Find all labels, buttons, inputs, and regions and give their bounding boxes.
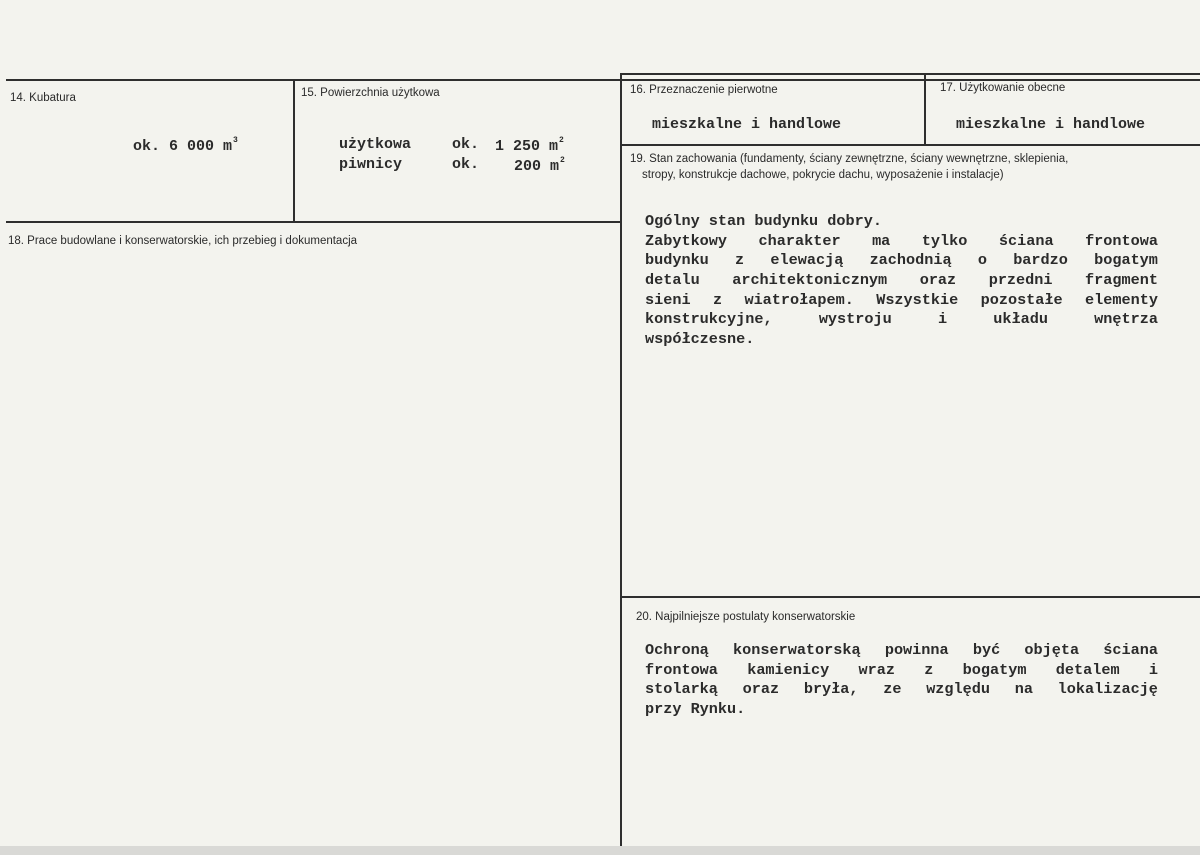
top-rule-right — [620, 73, 1200, 75]
field-19-line: Ogólny stan budynku dobry. — [645, 212, 882, 230]
rule-below-16-17 — [620, 144, 1200, 146]
field-15-row-2-amount: 200 $m^2$ — [514, 156, 565, 175]
field-19-line: budynku z elewacją zachodnią o bardzo bogatym — [645, 251, 1158, 270]
field-15-row-1-amount: 1 250 $m^2$ — [495, 136, 564, 155]
field-18-label: 18. Prace budowlane i konserwatorskie, ich przebieg i dokumentacja — [8, 235, 358, 247]
field-20-line: frontowa kamienicy wraz z bogatym detalem i — [645, 660, 1158, 679]
field-17-label: 17. Użytkowanie obecne — [940, 82, 1066, 94]
rule-above-20 — [620, 596, 1200, 598]
rule-below-14-15 — [6, 221, 620, 223]
field-20-line: przy Rynku. — [645, 700, 746, 719]
field-20-text — [645, 641, 1158, 720]
field-15-row-1-prefix: ok. — [452, 136, 480, 153]
field-19-text — [645, 212, 1158, 350]
scan-bottom-edge — [0, 846, 1200, 855]
field-16-value: mieszkalne i handlowe — [652, 116, 842, 133]
field-19-line: współczesne. — [645, 330, 755, 349]
field-20-line: Ochroną konserwatorską powinna być objęta ściana — [645, 641, 1158, 659]
field-15-row-2-name: piwnicy — [339, 156, 403, 173]
divider-16-17 — [924, 73, 926, 146]
field-19-label-line-2: stropy, konstrukcje dachowe, pokrycie dachu, wyposażenie i instalacje) — [642, 169, 1004, 181]
divider-14-15 — [293, 79, 295, 222]
field-19-line: konstrukcyjne, wystroju i układu wnętrza — [645, 310, 1158, 329]
field-17-value: mieszkalne i handlowe — [956, 116, 1146, 133]
field-14-label: 14. Kubatura — [10, 92, 76, 104]
field-15-row-2-prefix: ok. — [452, 156, 480, 173]
divider-left-right — [620, 75, 622, 846]
field-16-label: 16. Przeznaczenie pierwotne — [630, 84, 778, 96]
field-19-line: sieni z wiatrołapem. Wszystkie pozostałe elementy — [645, 290, 1158, 309]
field-19-line: Zabytkowy charakter ma tylko ściana frontowa — [645, 231, 1158, 250]
field-15-row-1-name: użytkowa — [339, 136, 412, 153]
field-19-line: detalu architektonicznym oraz przedni fragment — [645, 271, 1158, 290]
field-20-line: stolarką oraz bryła, ze względu na lokalizację — [645, 680, 1158, 699]
top-rule — [6, 79, 1200, 81]
field-14-value: ok. 6 000 $m^3$ — [133, 136, 238, 155]
field-19-label-line-1: 19. Stan zachowania (fundamenty, ściany zewnętrzne, ściany wewnętrzne, sklepienia, — [630, 153, 1069, 165]
field-15-label: 15. Powierzchnia użytkowa — [301, 87, 440, 99]
field-20-label: 20. Najpilniejsze postulaty konserwatorskie — [636, 611, 856, 623]
